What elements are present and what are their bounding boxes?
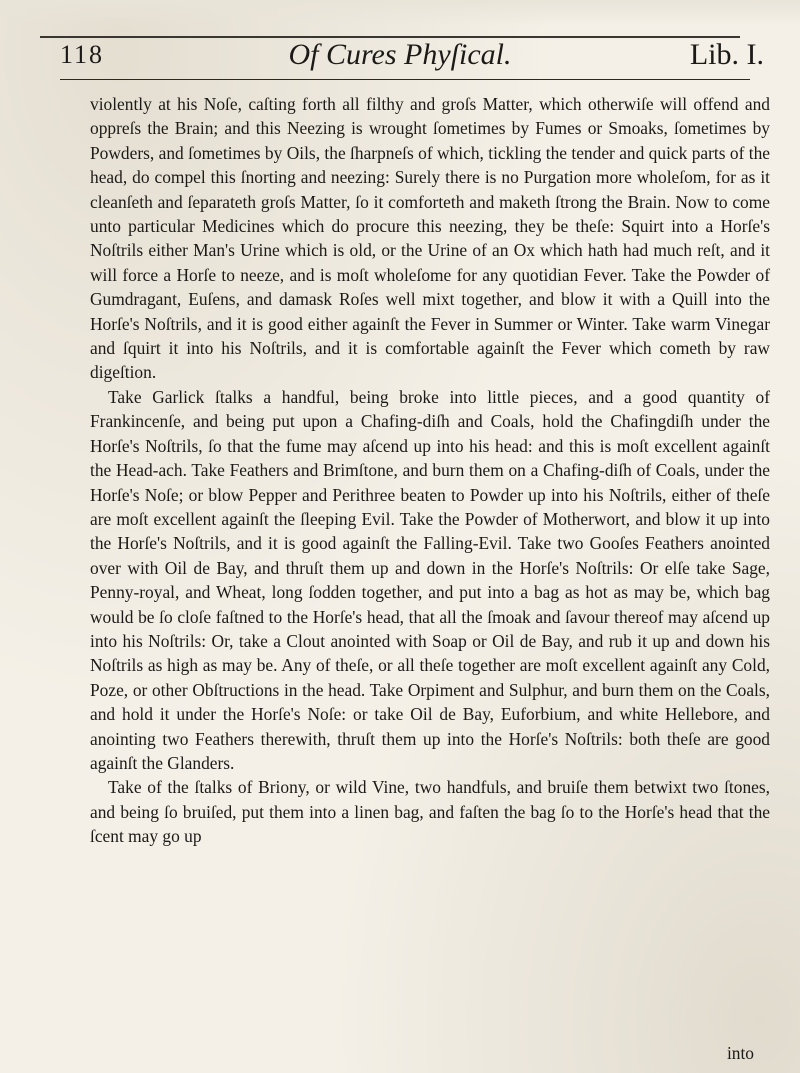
header-rule bbox=[60, 79, 750, 80]
body-text bbox=[90, 92, 770, 849]
paragraph-3: Take of the ſtalks of Briony, or wild Vine, two handfuls, and bruiſe them betwixt two ſtones, and being ſo bruiſed, put them into a linen bag, and faſten the bag ſo to the Horſe's head that the ſcent may go up bbox=[90, 777, 770, 847]
page-header bbox=[0, 36, 800, 82]
page-number: 118 bbox=[60, 40, 105, 69]
running-head: Of Cures Phyſical. bbox=[288, 38, 512, 71]
catchword: into bbox=[726, 1043, 754, 1063]
page-top-shadow bbox=[0, 0, 800, 26]
paragraph-2: Take Garlick ſtalks a handful, being broke into little pieces, and a good quantity of Frankincenſe, and being put upon a Chafing-diſh and Coals, hold the Chafingdiſh under the Horſe's Noſtrils, ſo that the fume may aſcend up into his head: and this is moſt excellent againſt the Head-ach. Take Feathers and Brimſtone, and burn them on a Chafing-diſh of Coals, under the Horſe's Noſe; or blow Pepper and Perithree beaten to Powder up into his Noſtrils, either of theſe are moſt excellent againſt the ſleeping Evil. Take the Powder of Motherwort, and blow it up into the Horſe's Noſtrils, and it is good againſt the Falling-Evil. Take two Gooſes Feathers anointed over with Oil de Bay, and thruſt them up and down in the Horſe's Noſtrils: Or elſe take Sage, Penny-royal, and Wheat, long ſodden together, and put into a bag as hot as may be, which bag would be ſo cloſe faſtned to the Horſe's head, that all the ſmoak and ſavour thereof may aſcend up into his Noſtrils: Or, take a Clout anointed with Soap or Oil de Bay, and rub it up and down his Noſtrils as high as may be. Any of theſe, or all theſe together are moſt excellent againſt any Cold, Poze, or other Obſtructions in the head. Take Orpiment and Sulphur, and burn them on the Coals, and hold it under the Horſe's Noſe: or take Oil de Bay, Euforbium, and white Hellebore, and anointing two Feathers therewith, thruſt them up into the Horſe's Noſtrils: both theſe are good againſt the Glanders. bbox=[90, 386, 770, 773]
paragraph-1: violently at his Noſe, caſting forth all filthy and groſs Matter, which otherwiſe will offend and oppreſs the Brain; and this Neezing is wrought ſometimes by Fumes or Smoaks, ſometimes by Powders, and ſometimes by Oils, the ſharpneſs of which, tickling the tender and quick parts of the head, do compel this ſnorting and neezing: Surely there is no Purgation more wholeſom, for as it cleanſeth and ſeparateth groſs Matter, ſo it comforteth and maketh ſtrong the Brain. Now to come unto particular Medicines which do procure this neezing, they be theſe: Squirt into a Horſe's Noſtrils either Man's Urine which is old, or the Urine of an Ox which hath had much reſt, and it will force a Horſe to neeze, and is moſt wholeſome for any quotidian Fever. Take the Powder of Gumdragant, Euſens, and damask Roſes well mixt together, and blow it with a Quill into the Horſe's Noſtrils, and it is good either againſt the Fever in Summer or Winter. Take warm Vinegar and ſquirt it into his Noſtrils, and it is comfortable againſt the Fever which cometh by raw digeſtion. bbox=[90, 94, 770, 383]
book-reference: Lib. I. bbox=[689, 38, 764, 71]
